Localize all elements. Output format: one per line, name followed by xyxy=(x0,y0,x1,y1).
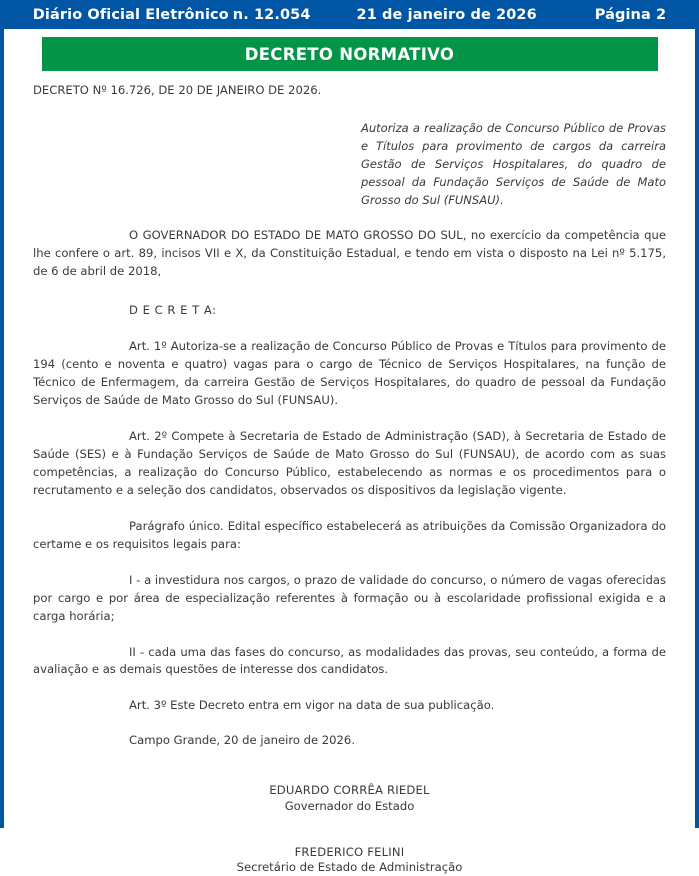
masthead-bar xyxy=(0,0,699,29)
signature-role: Governador do Estado xyxy=(284,799,415,814)
decree-ementa: Autoriza a realização de Concurso Público de Provas e Títulos para provimento de cargos da carreira Gestão de Serviços Hospitalares, do quadro de pessoal da Fundação Serviços de Saúde de Mato Grosso do Sul (FUNSAU). xyxy=(361,120,666,208)
article-2: Art. 2º Compete à Secretaria de Estado de Administração (SAD), à Secretaria de Estado de Saúde (SES) e à Fundação Serviços de Saúde de Mato Grosso do Sul (FUNSAU), de acordo com as suas competências, a realização do Concurso Público, estabelecendo as normas e os procedimentos para o recrutamento e a seleção dos candidatos, observados os dispositivos da legislação vigente. xyxy=(33,428,666,497)
signature-block-governor xyxy=(33,783,666,814)
masthead-title: Diário Oficial Eletrônico xyxy=(32,6,229,23)
masthead-page-number: Página 2 xyxy=(594,6,667,23)
section-banner xyxy=(42,37,658,71)
masthead-date: 21 de janeiro de 2026 xyxy=(356,6,537,23)
article-1: Art. 1º Autoriza-se a realização de Concurso Público de Provas e Títulos para provimento de 194 (cento e noventa e quatro) vagas para o cargo de Técnico de Serviços Hospitalares, na função de Técnico de Enfermagem, da carreira Gestão de Serviços Hospitalares, do quadro de pessoal da Fundação Serviços de Saúde de Mato Grosso do Sul (FUNSAU). xyxy=(33,338,666,407)
paragrafo-unico: Parágrafo único. Edital específico estabelecerá as atribuições da Comissão Organizadora do certame e os requisitos legais para: xyxy=(33,518,666,551)
signature-block-secretary xyxy=(33,845,666,876)
section-banner-wrapper xyxy=(4,37,695,71)
decree-preamble: O GOVERNADOR DO ESTADO DE MATO GROSSO DO SUL, no exercício da competência que lhe confere o art. 89, incisos VII e X, da Constituição Estadual, e tendo em vista o disposto na Lei nº 5.175, de 6 de abril de 2018, xyxy=(33,228,666,279)
masthead-issue-number: n. 12.054 xyxy=(232,6,311,23)
signature-name: FREDERICO FELINI xyxy=(294,844,405,859)
signature-role: Secretário de Estado de Administração xyxy=(236,860,463,875)
signature-area xyxy=(33,783,666,876)
decreta-label: D E C R E T A: xyxy=(129,303,217,318)
inciso-ii: II - cada uma das fases do concurso, as modalidades das provas, seu conteúdo, a forma de avaliação e as demais questões de interesse dos candidatos. xyxy=(33,644,666,677)
signature-name: EDUARDO CORRÊA RIEDEL xyxy=(269,783,430,798)
document-body xyxy=(33,82,666,876)
section-banner-label: DECRETO NORMATIVO xyxy=(244,44,455,64)
article-3: Art. 3º Este Decreto entra em vigor na data de sua publicação. xyxy=(129,698,495,713)
place-and-date: Campo Grande, 20 de janeiro de 2026. xyxy=(129,733,355,748)
inciso-i: I - a investidura nos cargos, o prazo de validade do concurso, o número de vagas oferecidas por cargo e por área de especialização referentes à formação ou à escolaridade profissional exigida e a carga horária; xyxy=(33,572,666,623)
decree-number: DECRETO Nº 16.726, DE 20 DE JANEIRO DE 2026. xyxy=(33,83,322,97)
